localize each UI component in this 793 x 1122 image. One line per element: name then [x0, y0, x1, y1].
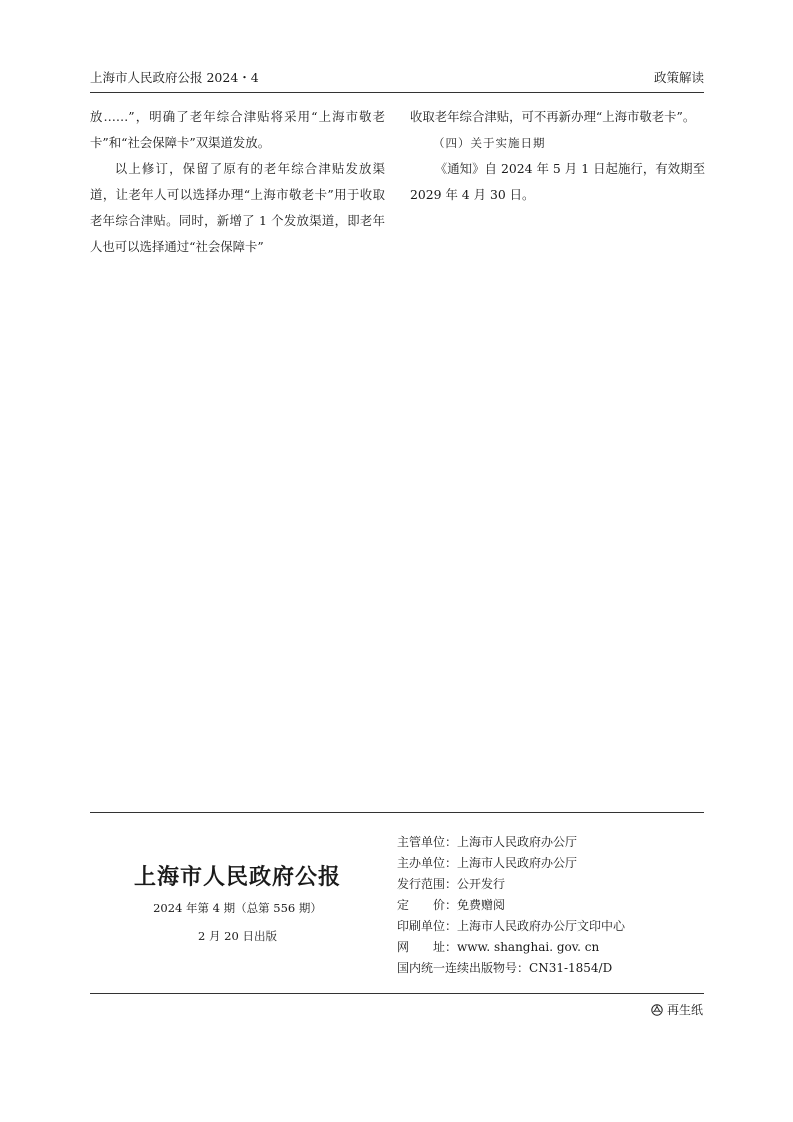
info-label: 主管单位： [397, 835, 458, 849]
left-column [90, 104, 385, 260]
colophon-info [397, 832, 625, 979]
info-row [397, 832, 625, 853]
masthead-issue: 2024 年第 4 期（总第 556 期） [153, 901, 322, 915]
right-column [410, 104, 705, 208]
info-label: 国内统一连续出版物号： [397, 961, 530, 975]
recycle-icon [651, 1004, 663, 1016]
info-value: 上海市人民政府办公厅 [457, 835, 578, 849]
info-label: 印刷单位： [397, 919, 458, 933]
info-row [397, 958, 625, 979]
footer-text: 再生纸 [666, 1003, 703, 1017]
info-label: 定 价： [397, 898, 458, 912]
info-value: 公开发行 [457, 877, 506, 891]
section-subhead: （四）关于实施日期 [433, 136, 546, 150]
running-header [90, 68, 704, 90]
info-label: 主办单位： [397, 856, 458, 870]
info-value: CN31-1854/D [529, 961, 613, 975]
colophon-top-rule [90, 812, 704, 813]
info-row [397, 937, 625, 958]
info-row [397, 853, 625, 874]
paragraph: 放……”，明确了老年综合津贴将采用“上海市敬老卡”和“社会保障卡”双渠道发放。 [90, 109, 385, 150]
paragraph: 《通知》自 2024 年 5 月 1 日起施行，有效期至 2029 年 4 月 30 日。 [410, 161, 705, 202]
info-row [397, 916, 625, 937]
info-row [397, 874, 625, 895]
info-value: 上海市人民政府办公厅文印中心 [457, 919, 626, 933]
masthead-date: 2 月 20 日出版 [198, 929, 277, 943]
header-section: 政策解读 [653, 70, 704, 85]
recycled-paper-note [651, 1001, 703, 1018]
info-label: 网 址： [397, 940, 458, 954]
colophon-bottom-rule [90, 993, 704, 994]
info-value: 免费赠阅 [457, 898, 506, 912]
info-row [397, 895, 625, 916]
info-value: 上海市人民政府办公厅 [457, 856, 578, 870]
info-value: www. shanghai. gov. cn [457, 940, 600, 954]
header-publication: 上海市人民政府公报 2024・4 [90, 70, 259, 85]
masthead-title: 上海市人民政府公报 [133, 864, 341, 890]
paragraph: 收取老年综合津贴，可不再新办理“上海市敬老卡”。 [410, 109, 696, 124]
info-label: 发行范围： [397, 877, 458, 891]
paragraph: 以上修订，保留了原有的老年综合津贴发放渠道，让老年人可以选择办理“上海市敬老卡”用于收取老年综合津贴。同时，新增了 1 个发放渠道，即老年人也可以选择通过“社会保障卡” [90, 161, 385, 254]
header-rule [90, 92, 704, 93]
